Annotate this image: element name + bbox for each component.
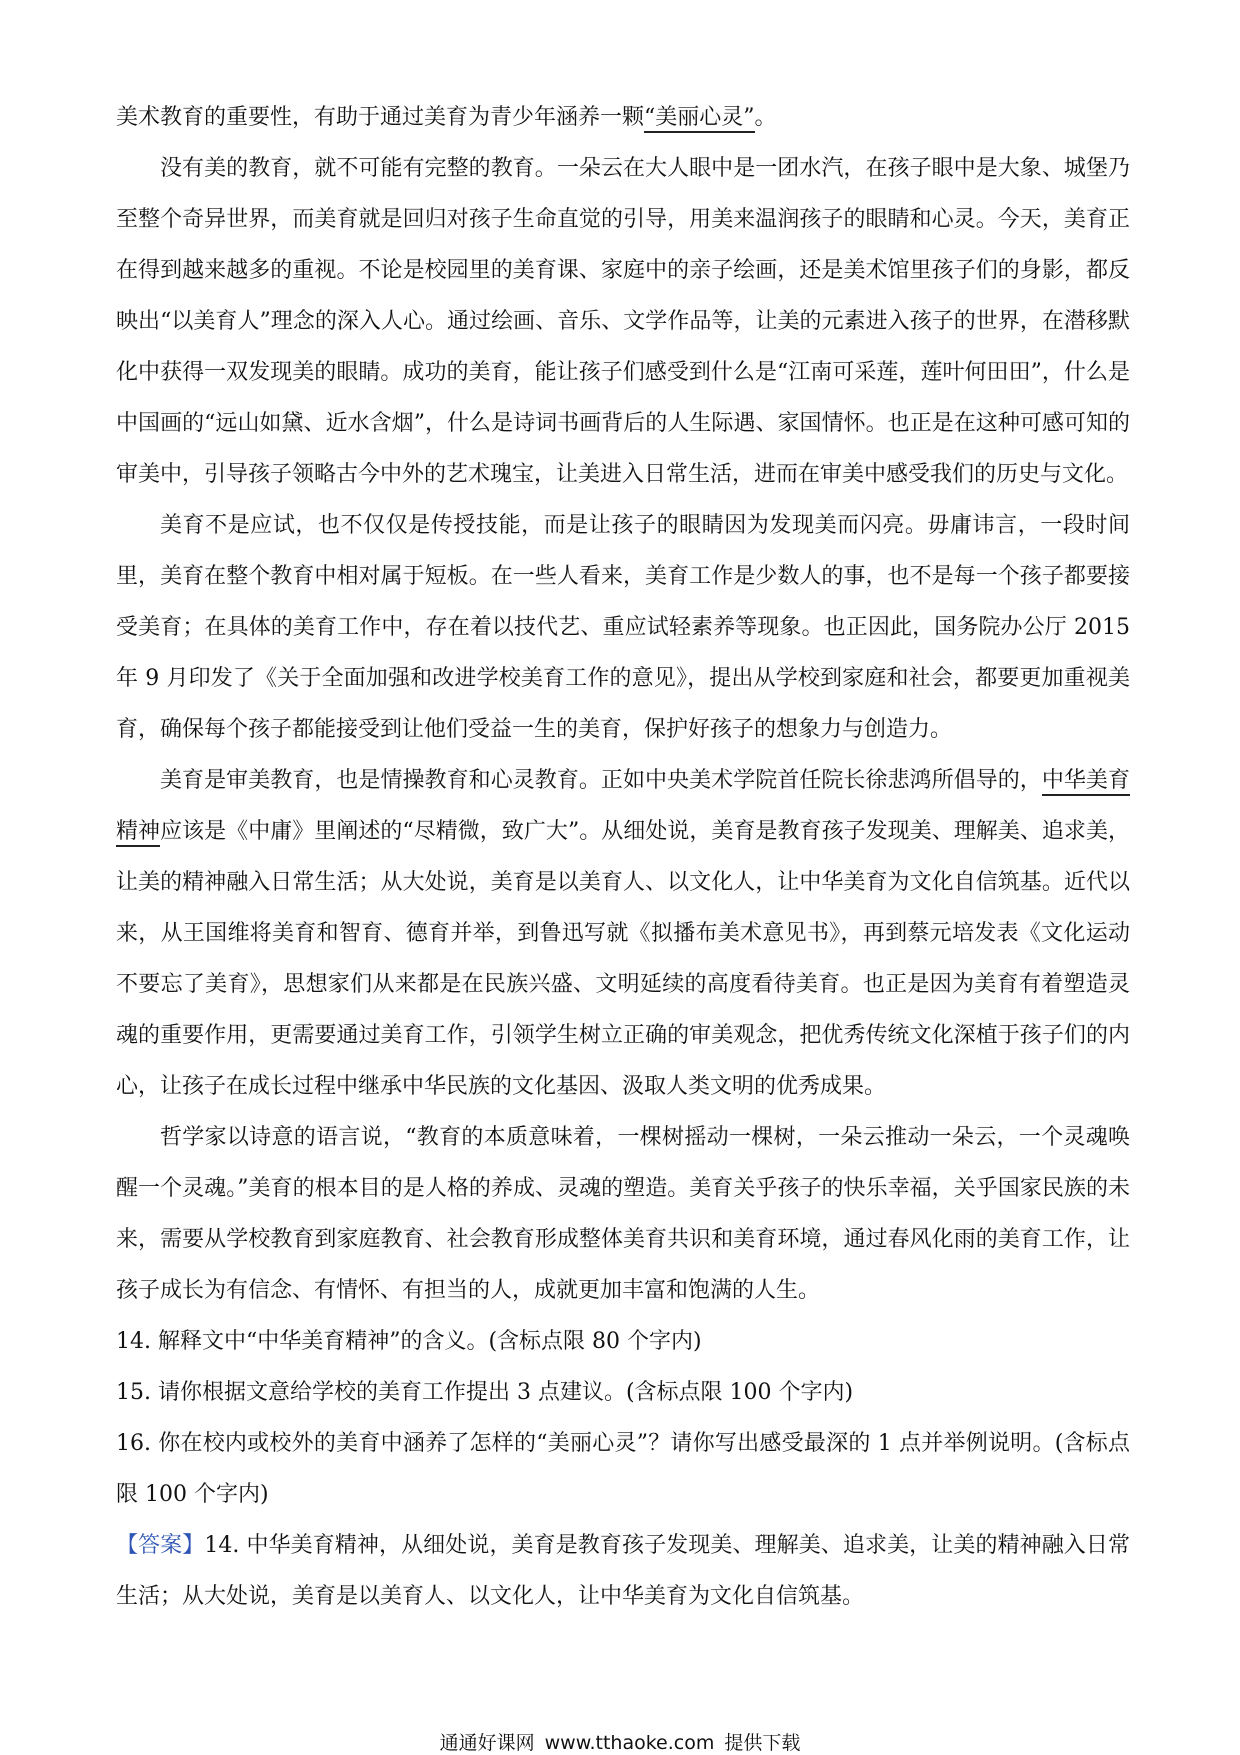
answer-block	[116, 1520, 1130, 1622]
paragraph-4: 哲学家以诗意的语言说，“教育的本质意味着，一棵树摇动一棵树，一朵云推动一朵云，一个灵魂唤醒一个灵魂。”美育的根本目的是人格的养成、灵魂的塑造。美育关乎孩子的快乐幸福，关乎国家民族的未来，需要从学校教育到家庭教育、社会教育形成整体美育共识和美育环境，通过春风化雨的美育工作，让孩子成长为有信念、有情怀、有担当的人，成就更加丰富和饱满的人生。	[116, 1125, 1130, 1303]
footer-site-name: 通通好课网	[439, 1732, 535, 1754]
paragraph-3	[116, 755, 1130, 1112]
page-footer	[0, 1728, 1240, 1755]
paragraph-1: 没有美的教育，就不可能有完整的教育。一朵云在大人眼中是一团水汽，在孩子眼中是大象、城堡乃至整个奇异世界，而美育就是回归对孩子生命直觉的引导，用美来温润孩子的眼睛和心灵。今天，美育正在得到越来越多的重视。不论是校园里的美育课、家庭中的亲子绘画，还是美术馆里孩子们的身影，都反映出“以美育人”理念的深入人心。通过绘画、音乐、文学作品等，让美的元素进入孩子的世界，在潜移默化中获得一双发现美的眼睛。成功的美育，能让孩子们感受到什么是“江南可采莲，莲叶何田田”，什么是中国画的“远山如黛、近水含烟”，什么是诗词书画背后的人生际遇、家国情怀。也正是在这种可感可知的审美中，引导孩子领略古今中外的艺术瑰宝，让美进入日常生活，进而在审美中感受我们的历史与文化。	[116, 156, 1130, 487]
answer-tag: 【答案】	[116, 1533, 205, 1558]
footer-note: 提供下载	[724, 1732, 801, 1754]
paragraph-2: 美育不是应试，也不仅仅是传授技能，而是让孩子的眼睛因为发现美而闪亮。毋庸讳言，一段时间里，美育在整个教育中相对属于短板。在一些人看来，美育工作是少数人的事，也不是每一个孩子都要接受美育；在具体的美育工作中，存在着以技代艺、重应试轻素养等现象。也正因此，国务院办公厅 2015 年 9 月印发了《关于全面加强和改进学校美育工作的意见》，提出从学校到家庭和社会，都要更加重视美育，确保每个孩子都能接受到让他们受益一生的美育，保护好孩子的想象力与创造力。	[116, 513, 1130, 742]
underlined-beautiful-heart: “美丽心灵”	[644, 105, 755, 133]
paragraph-intro-text: 美术教育的重要性，有助于通过美育为青少年涵养一颗	[116, 105, 645, 130]
paragraph-3-start: 美育是审美教育，也是情操教育和心灵教育。正如中央美术学院首任院长徐悲鸿所倡导的，	[160, 768, 1042, 793]
underlined-chinese-aesthetic-spirit: 中华美育精神	[116, 768, 1130, 847]
document-body	[116, 92, 1130, 1622]
question-15: 15. 请你根据文意给学校的美育工作提出 3 点建议。(含标点限 100 个字内)	[116, 1380, 854, 1405]
paragraph-3-rest: 应该是《中庸》里阐述的“尽精微，致广大”。从细处说，美育是教育孩子发现美、理解美、追求美，让美的精神融入日常生活；从大处说，美育是以美育人、以文化人，让中华美育为文化自信筑基。近代以来，从王国维将美育和智育、德育并举，到鲁迅写就《拟播布美术意见书》，再到蔡元培发表《文化运动不要忘了美育》，思想家们从来都是在民族兴盛、文明延续的高度看待美育。也正是因为美育有着塑造灵魂的重要作用，更需要通过美育工作，引领学生树立正确的审美观念，把优秀传统文化深植于孩子们的内心，让孩子在成长过程中继承中华民族的文化基因、汲取人类文明的优秀成果。	[116, 819, 1130, 1099]
footer-url[interactable]: www.tthaoke.com	[544, 1732, 715, 1754]
paragraph-intro	[116, 92, 1130, 143]
question-14: 14. 解释文中“中华美育精神”的含义。(含标点限 80 个字内)	[116, 1329, 702, 1354]
paragraph-intro-end: 。	[754, 105, 777, 130]
answer-text: 14. 中华美育精神，从细处说，美育是教育孩子发现美、理解美、追求美，让美的精神融入日常生活；从大处说，美育是以美育人、以文化人，让中华美育为文化自信筑基。	[116, 1533, 1130, 1609]
question-16: 16. 你在校内或校外的美育中涵养了怎样的“美丽心灵”？请你写出感受最深的 1 点并举例说明。(含标点限 100 个字内)	[116, 1431, 1130, 1507]
